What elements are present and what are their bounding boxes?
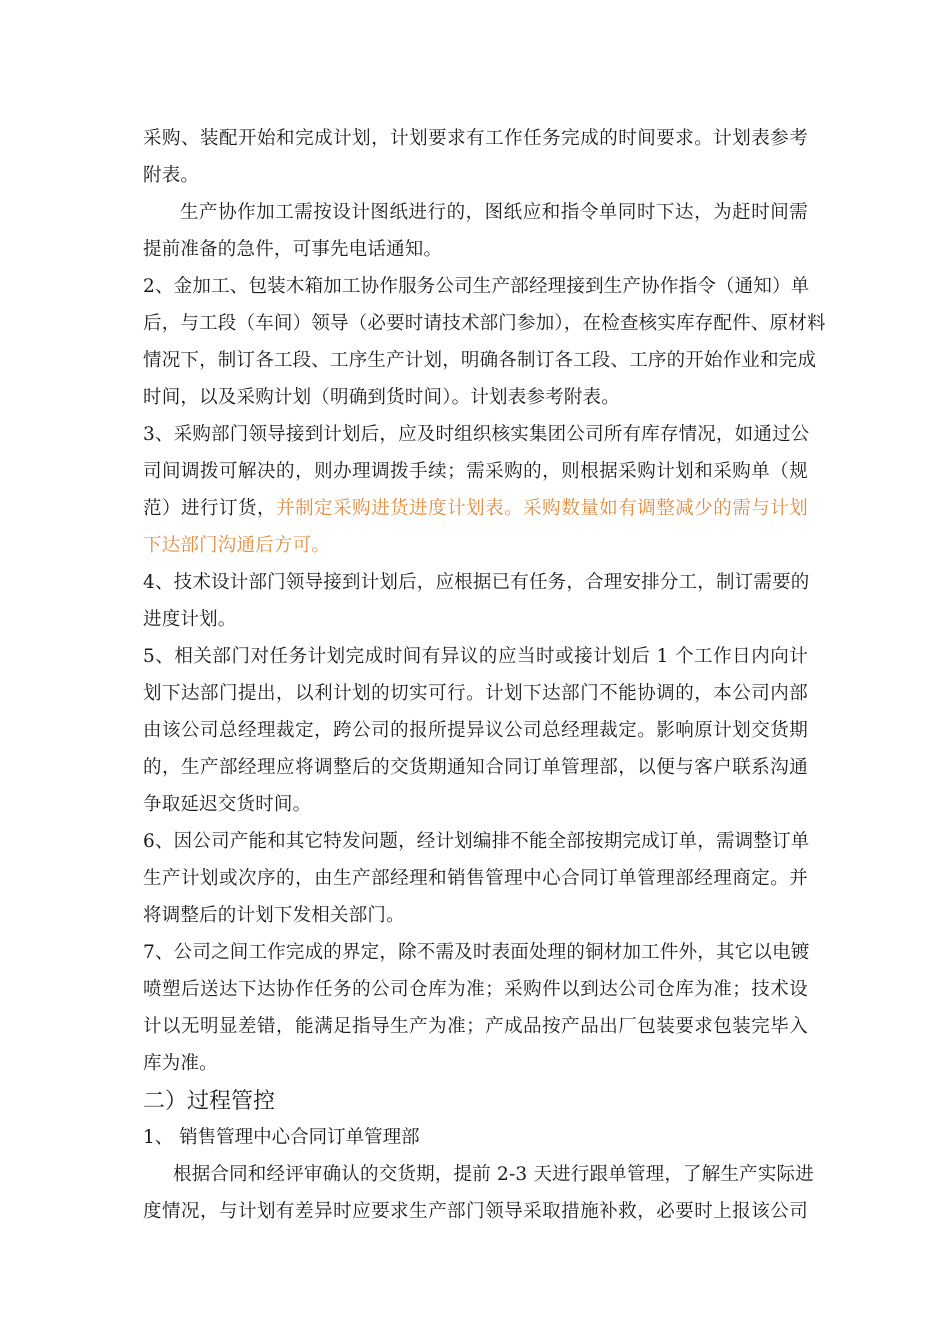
highlighted-text-line: 下达部门沟通后方可。 — [143, 535, 331, 556]
text-line: 根据合同和经评审确认的交货期，提前 2-3 天进行跟单管理，了解生产实际进 — [173, 1164, 814, 1185]
text-line: 划下达部门提出，以利计划的切实可行。计划下达部门不能协调的，本公司内部 — [143, 683, 808, 704]
text-line: 库为准。 — [143, 1053, 218, 1074]
text-line: 采购、装配开始和完成计划，计划要求有工作任务完成的时间要求。计划表参考 — [143, 128, 808, 149]
text-line: 后，与工段（车间）领导（必要时请技术部门参加），在检查核实库存配件、原材料 — [143, 313, 826, 334]
text-line: 6、因公司产能和其它特发问题，经计划编排不能全部按期完成订单，需调整订单 — [143, 831, 810, 852]
text-line: 司间调拨可解决的，则办理调拨手续；需采购的，则根据采购计划和采购单（规 — [143, 461, 808, 482]
text-line-mixed — [143, 490, 808, 527]
text-line: 4、技术设计部门领导接到计划后，应根据已有任务，合理安排分工，制订需要的 — [143, 572, 810, 593]
text-line: 进度计划。 — [143, 609, 237, 630]
text-line: 情况下，制订各工段、工序生产计划，明确各制订各工段、工序的开始作业和完成 — [143, 350, 817, 371]
highlighted-text: 并制定采购进货进度计划表。采购数量如有调整减少的需与计划 — [276, 498, 808, 519]
text-line: 将调整后的计划下发相关部门。 — [143, 905, 405, 926]
text-line: 喷塑后送达下达协作任务的公司仓库为准；采购件以到达公司仓库为准；技术设 — [143, 979, 808, 1000]
text-line: 的，生产部经理应将调整后的交货期通知合同订单管理部，以便与客户联系沟通 — [143, 757, 808, 778]
text-line: 提前准备的急件，可事先电话通知。 — [143, 239, 443, 260]
text-line: 生产计划或次序的，由生产部经理和销售管理中心合同订单管理部经理商定。并 — [143, 868, 808, 889]
text-line: 7、公司之间工作完成的界定，除不需及时表面处理的铜材加工件外，其它以电镀 — [143, 942, 810, 963]
text-line: 争取延迟交货时间。 — [143, 794, 312, 815]
text-line: 2、金加工、包装木箱加工协作服务公司生产部经理接到生产协作指令（通知）单 — [143, 276, 810, 297]
text-line: 5、相关部门对任务计划完成时间有异议的应当时或接计划后 1 个工作日内向计 — [143, 646, 808, 667]
body-text-block-2 — [143, 564, 808, 1082]
body-text-block-1 — [143, 120, 826, 490]
text-line: 计以无明显差错，能满足指导生产为准；产成品按产品出厂包装要求包装完毕入 — [143, 1016, 808, 1037]
text-line: 度情况，与计划有差异时应要求生产部门领导采取措施补救，必要时上报该公司 — [143, 1201, 808, 1222]
text-line: 3、采购部门领导接到计划后，应及时组织核实集团公司所有库存情况，如通过公 — [143, 424, 810, 445]
text-line: 时间，以及采购计划（明确到货时间）。计划表参考附表。 — [143, 387, 620, 408]
section-heading: 二）过程管控 — [143, 1089, 276, 1114]
body-text-block-3 — [143, 1156, 814, 1230]
text-normal: 范）进行订货， — [143, 498, 277, 519]
document-page — [143, 120, 826, 1230]
text-line: 附表。 — [143, 165, 200, 186]
text-line: 由该公司总经理裁定，跨公司的报所提异议公司总经理裁定。影响原计划交货期 — [143, 720, 808, 741]
text-line: 生产协作加工需按设计图纸进行的，图纸应和指令单同时下达，为赶时间需 — [180, 202, 808, 223]
subsection-heading: 1、 销售管理中心合同订单管理部 — [143, 1127, 420, 1148]
